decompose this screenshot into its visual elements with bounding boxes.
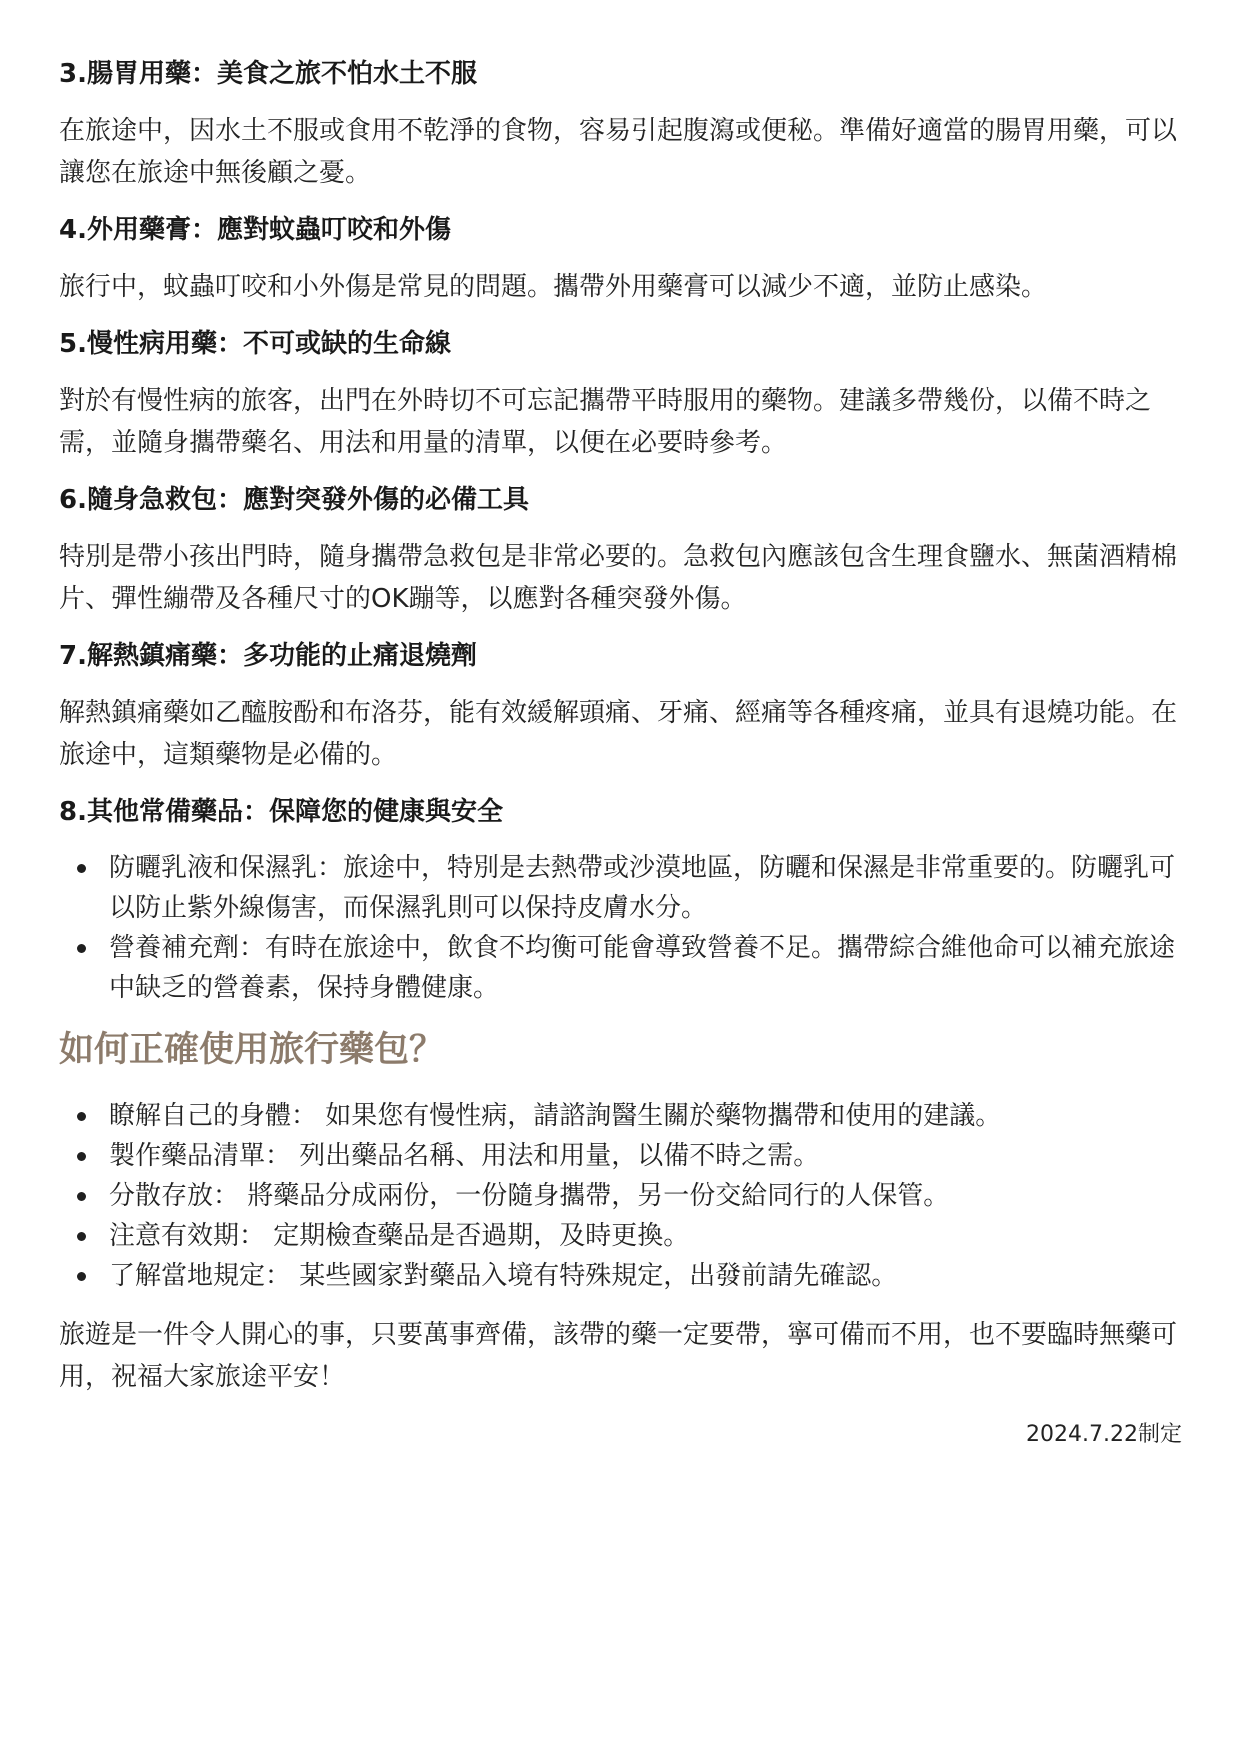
- closing-paragraph: 旅遊是一件令人開心的事，只要萬事齊備，該帶的藥一定要帶，寧可備而不用，也不要臨時無藥可用，祝福大家旅途平安！: [59, 1320, 1178, 1392]
- list-item-text: 製作藥品清單： 列出藥品名稱、用法和用量，以備不時之需。: [109, 1141, 820, 1171]
- list-item-text: 瞭解自己的身體： 如果您有慢性病，請諮詢醫生關於藥物攜帶和使用的建議。: [109, 1101, 1002, 1131]
- section-6-paragraph: 特別是帶小孩出門時，隨身攜帶急救包是非常必要的。急救包內應該包含生理食鹽水、無菌酒精棉片、彈性繃帶及各種尺寸的OK蹦等，以應對各種突發外傷。: [59, 542, 1178, 614]
- bullet-dot-icon: [77, 1232, 86, 1241]
- list-item-text: 了解當地規定： 某些國家對藥品入境有特殊規定，出發前請先確認。: [109, 1261, 898, 1291]
- list-item-text: 分散存放： 將藥品分成兩份，一份隨身攜帶，另一份交給同行的人保管。: [109, 1181, 950, 1211]
- bullet-dot-icon: [77, 1112, 86, 1121]
- list-item-text: 防曬乳液和保濕乳：旅途中，特別是去熱帶或沙漠地區，防曬和保濕是非常重要的。防曬乳可以防止紫外線傷害，而保濕乳則可以保持皮膚水分。: [109, 853, 1176, 923]
- list-item: [109, 928, 1182, 1008]
- document-date: 2024.7.22制定: [1026, 1422, 1182, 1447]
- bullet-dot-icon: [77, 1152, 86, 1161]
- bullet-dot-icon: [77, 1272, 86, 1281]
- section-4-heading: 4.外用藥膏：應對蚊蟲叮咬和外傷: [59, 215, 451, 245]
- section-7-paragraph: 解熱鎮痛藥如乙醯胺酚和布洛芬，能有效緩解頭痛、牙痛、經痛等各種疼痛，並具有退燒功能。在旅途中，這類藥物是必備的。: [59, 698, 1178, 770]
- bullet-dot-icon: [77, 864, 86, 873]
- list-item: [109, 1176, 1182, 1216]
- section-3-paragraph: 在旅途中，因水土不服或食用不乾淨的食物，容易引起腹瀉或便秘。準備好適當的腸胃用藥，可以讓您在旅途中無後顧之憂。: [59, 116, 1178, 188]
- section-8-heading: 8.其他常備藥品：保障您的健康與安全: [59, 797, 503, 827]
- list-item: [109, 1256, 1182, 1296]
- usage-heading: 如何正確使用旅行藥包？: [59, 1030, 445, 1070]
- list-item: [109, 1136, 1182, 1176]
- bullet-dot-icon: [77, 1192, 86, 1201]
- bullet-dot-icon: [77, 944, 86, 953]
- list-item: [109, 1216, 1182, 1256]
- section-5-heading: 5.慢性病用藥：不可或缺的生命線: [59, 329, 451, 359]
- section-3-heading: 3.腸胃用藥：美食之旅不怕水土不服: [59, 59, 477, 89]
- list-item-text: 營養補充劑：有時在旅途中，飲食不均衡可能會導致營養不足。攜帶綜合維他命可以補充旅途中缺乏的營養素，保持身體健康。: [109, 933, 1176, 1003]
- list-item: [109, 1096, 1182, 1136]
- usage-bullet-list: [59, 1096, 1182, 1296]
- section-7-heading: 7.解熱鎮痛藥：多功能的止痛退燒劑: [59, 641, 477, 671]
- section-6-heading: 6.隨身急救包：應對突發外傷的必備工具: [59, 485, 529, 515]
- section-5-paragraph: 對於有慢性病的旅客，出門在外時切不可忘記攜帶平時服用的藥物。建議多帶幾份，以備不時之需，並隨身攜帶藥名、用法和用量的清單，以便在必要時參考。: [59, 386, 1152, 458]
- section-8-bullet-list: [59, 848, 1182, 1008]
- section-4-paragraph: 旅行中，蚊蟲叮咬和小外傷是常見的問題。攜帶外用藥膏可以減少不適，並防止感染。: [59, 272, 1048, 302]
- list-item-text: 注意有效期： 定期檢查藥品是否過期，及時更換。: [109, 1221, 690, 1251]
- list-item: [109, 848, 1182, 928]
